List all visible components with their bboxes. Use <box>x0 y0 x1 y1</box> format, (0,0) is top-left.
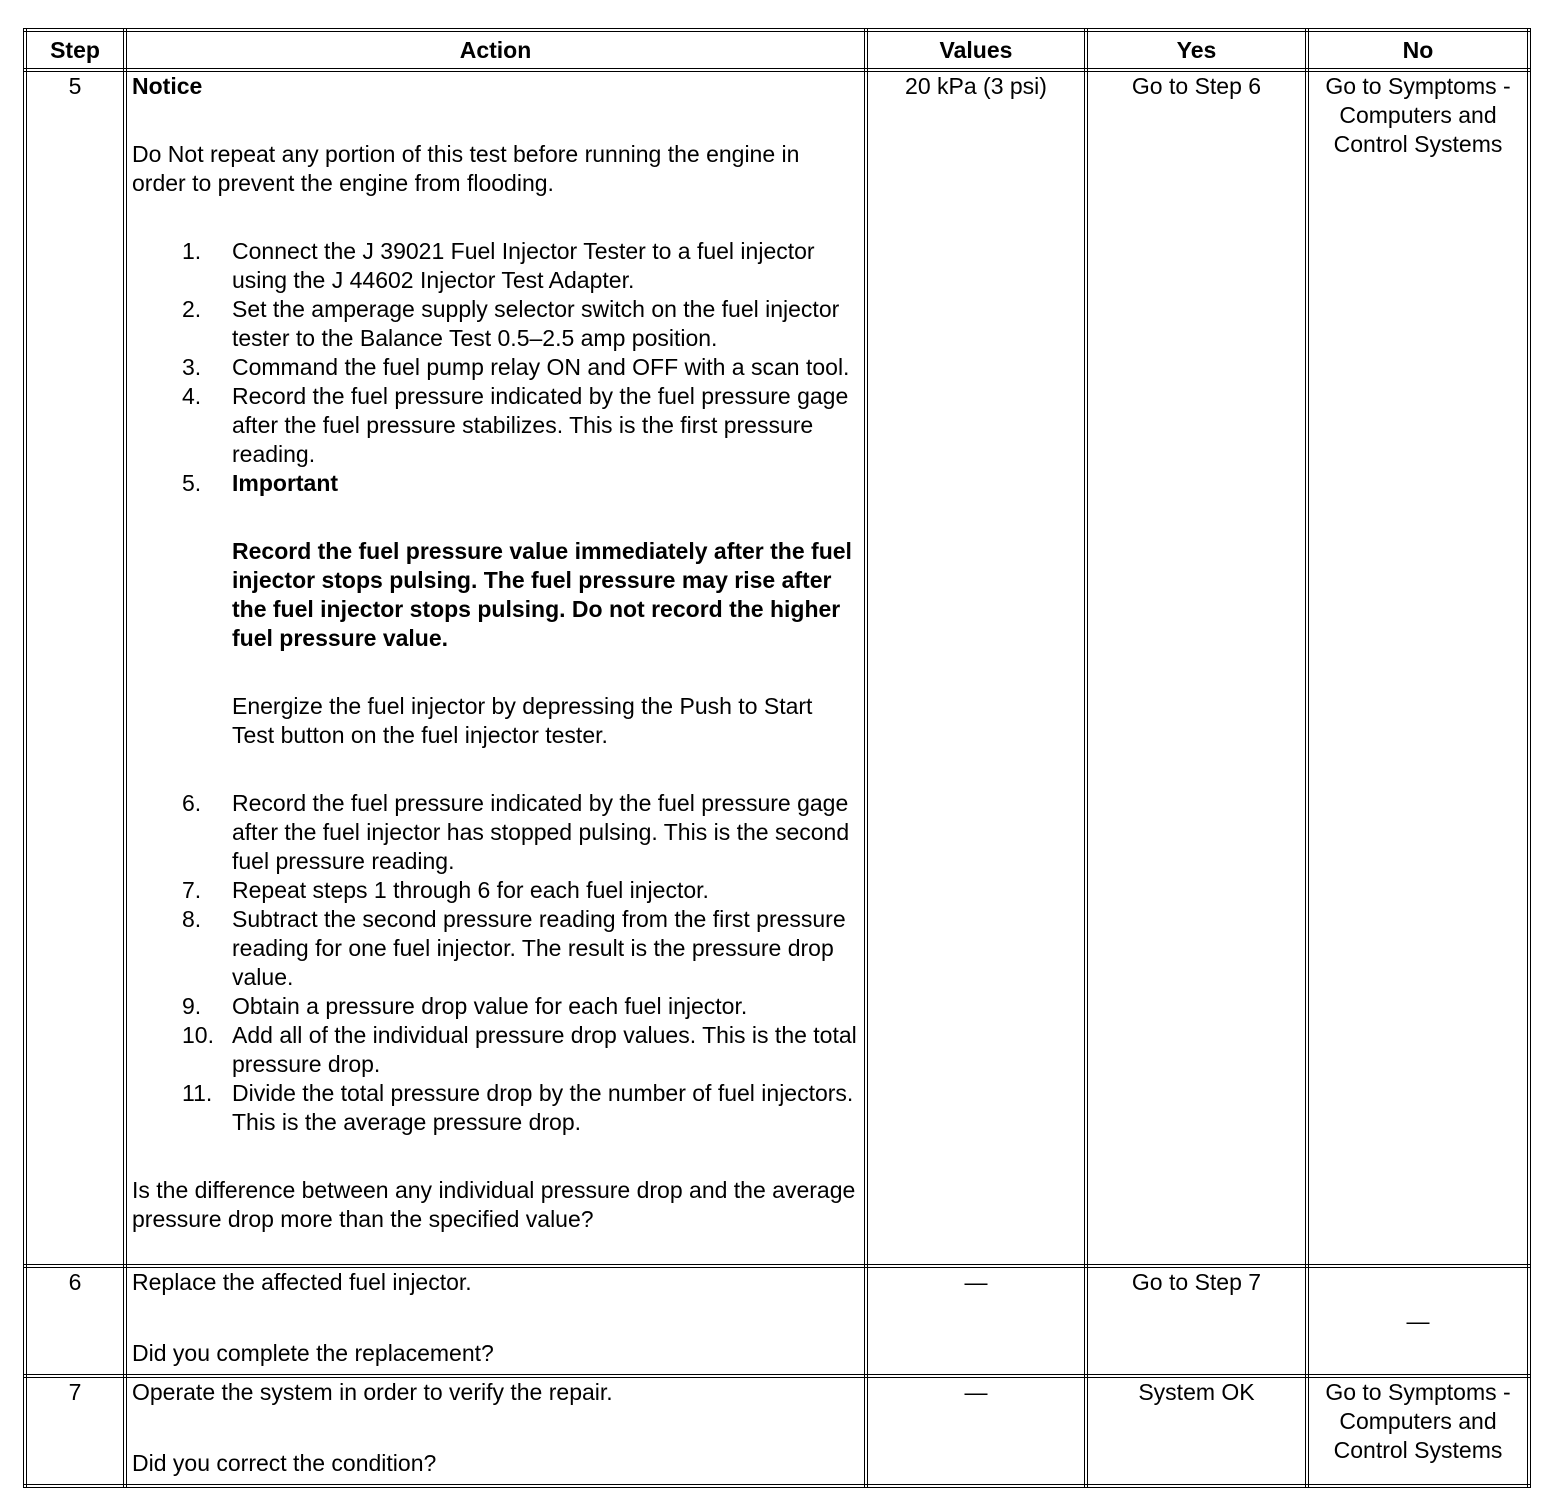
list-item: 9. Obtain a pressure drop value for each fuel injector. <box>182 993 748 1019</box>
yes-cell: Go to Step 7 <box>1086 1266 1307 1376</box>
action-cell <box>125 1266 866 1376</box>
list-item: 10. Add all of the individual pressure drop values. This is the total pressure drop. <box>182 1022 857 1077</box>
question-text: Is the difference between any individual pressure drop and the average pressure drop more than the specified value? <box>132 1177 856 1232</box>
notice-title: Notice <box>132 73 203 99</box>
action-cell <box>125 1376 866 1486</box>
table-row-step-7 <box>25 1376 1529 1486</box>
yes-cell: System OK <box>1086 1376 1307 1486</box>
step-number: 5 <box>25 70 125 1266</box>
step-number: 7 <box>25 1376 125 1486</box>
list-item: 3. Command the fuel pump relay ON and OFF with a scan tool. <box>182 354 850 380</box>
question-text: Did you complete the replacement? <box>132 1340 494 1366</box>
step-number: 6 <box>25 1266 125 1376</box>
energize-instruction: Energize the fuel injector by depressing the Push to Start Test button on the fuel injector tester. <box>232 693 813 748</box>
action-text: Replace the affected fuel injector. <box>132 1269 472 1295</box>
list-item: 8. Subtract the second pressure reading from the first pressure reading for one fuel injector. The result is the pressure drop value. <box>182 906 846 990</box>
yes-cell: Go to Step 6 <box>1086 70 1307 1266</box>
header-yes: Yes <box>1086 30 1307 70</box>
list-item: 1. Connect the J 39021 Fuel Injector Tester to a fuel injector using the J 44602 Injector Test Adapter. <box>182 238 815 293</box>
header-action: Action <box>125 30 866 70</box>
question-text: Did you correct the condition? <box>132 1450 437 1476</box>
values-cell: — <box>866 1266 1086 1376</box>
header-values: Values <box>866 30 1086 70</box>
procedure-list <box>132 237 859 1137</box>
list-item: 5. Important Record the fuel pressure value immediately after the fuel injector stops pulsing. The fuel pressure may rise after the fuel injector stops pulsing. Do not record the higher fuel pressure value. Energize the fuel injector by depressing the Push to Start Test button on the fuel injector tester. <box>132 469 859 789</box>
values-cell: 20 kPa (3 psi) <box>866 70 1086 1266</box>
table-row-step-6 <box>25 1266 1529 1376</box>
no-cell: Go to Symptoms - Computers and Control Systems <box>1307 70 1529 1266</box>
header-no: No <box>1307 30 1529 70</box>
action-cell <box>125 70 866 1266</box>
list-item: 6. Record the fuel pressure indicated by the fuel pressure gage after the fuel injector has stopped pulsing. This is the second fuel pressure reading. <box>182 790 850 874</box>
header-row <box>25 30 1529 70</box>
list-item: 11. Divide the total pressure drop by the number of fuel injectors. This is the average pressure drop. <box>182 1080 854 1135</box>
important-text: Record the fuel pressure value immediately after the fuel injector stops pulsing. The fuel pressure may rise after the fuel injector stops pulsing. Do not record the higher fuel pressure value. <box>232 538 852 651</box>
table-row-step-5 <box>25 70 1529 1266</box>
values-cell: — <box>866 1376 1086 1486</box>
no-cell: Go to Symptoms - Computers and Control Systems <box>1307 1376 1529 1486</box>
important-title: Important <box>232 470 339 496</box>
list-item: 4. Record the fuel pressure indicated by the fuel pressure gage after the fuel pressure stabilizes. This is the first pressure reading. <box>182 383 849 467</box>
list-item: 7. Repeat steps 1 through 6 for each fuel injector. <box>182 877 709 903</box>
action-text: Operate the system in order to verify the repair. <box>132 1379 613 1405</box>
header-step: Step <box>25 30 125 70</box>
notice-text: Do Not repeat any portion of this test before running the engine in order to prevent the engine from flooding. <box>132 141 800 196</box>
no-cell: — <box>1307 1266 1529 1376</box>
diagnostic-table <box>23 28 1531 1488</box>
list-item: 2. Set the amperage supply selector switch on the fuel injector tester to the Balance Test 0.5–2.5 amp position. <box>182 296 840 351</box>
